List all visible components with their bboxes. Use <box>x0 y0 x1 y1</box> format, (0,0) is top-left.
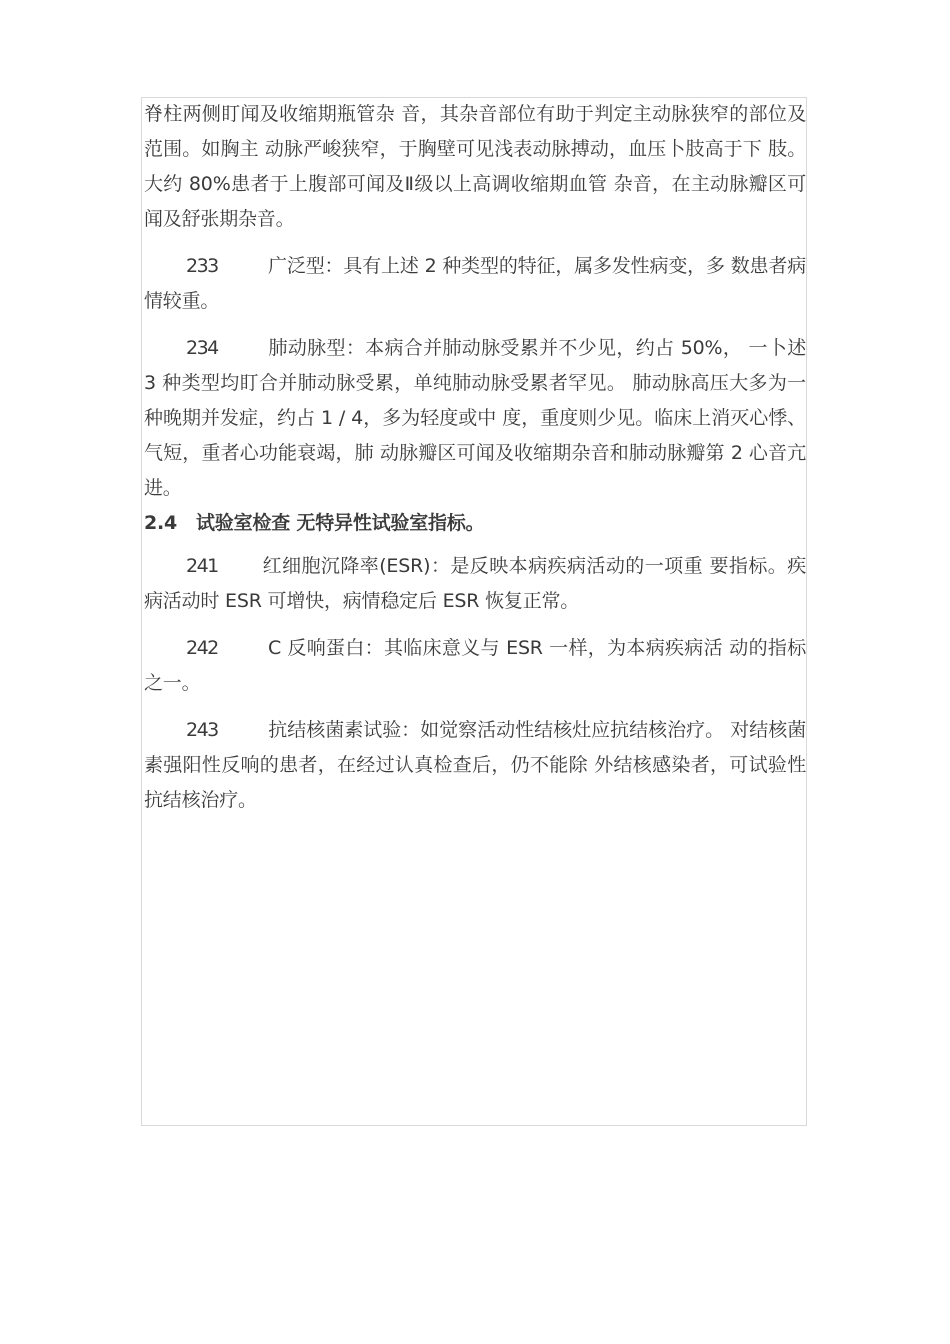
paragraph-number: 242 <box>186 637 218 659</box>
paragraph-text: 广泛型：具有上述 2 种类型的特征，属多发性病变，多 数患者病情较重。 <box>144 255 806 312</box>
paragraph-241 <box>144 549 806 619</box>
paragraph-242 <box>144 631 806 701</box>
paragraph-text: C 反响蛋白：其临床意义与 ESR 一样，为本病疾病活 动的指标之一。 <box>144 637 806 694</box>
paragraph-text: 抗结核菌素试验：如觉察活动性结核灶应抗结核治疗。 对结核菌素强阳性反响的患者，在经过认真检查后，仍不能除 外结核感染者，可试验性抗结核治疗。 <box>144 719 806 811</box>
document-body <box>144 97 806 818</box>
paragraph-number: 234 <box>186 337 218 359</box>
paragraph-text: 红细胞沉降率(ESR)：是反映本病疾病活动的一项重 要指标。疾病活动时 ESR 可增快，病情稳定后 ESR 恢复正常。 <box>144 555 806 612</box>
paragraph-number: 233 <box>186 255 218 277</box>
paragraph-text: 肺动脉型：本病合并肺动脉受累并不少见，约占 50%， 一卜述 3 种类型均盯合并肺动脉受累，单纯肺动脉受累者罕见。 肺动脉高压大多为一种晚期并发症，约占 1 / 4，多为轻度或中 度，重度则少见。临床上消灭心悸、气短，重者心功能衰竭，肺 动脉瓣区可闻及收缩期杂音和肺动脉瓣第 2 心音亢进。 <box>144 337 806 499</box>
intro-text: 脊柱两侧盯闻及收缩期瓶管杂 音，其杂音部位有助于判定主动脉狭窄的部位及范围。如胸主 动脉严峻狭窄，于胸壁可见浅表动脉搏动，血压卜肢高于下 肢。大约 80%患者于上腹部可闻及Ⅱ级以上高调收缩期血管 杂音，在主动脉瓣区可闻及舒张期杂音。 <box>144 103 806 230</box>
section-heading <box>144 506 806 541</box>
paragraph-243 <box>144 713 806 818</box>
section-number: 2.4 <box>144 512 178 534</box>
paragraph-number: 241 <box>186 555 218 577</box>
paragraph-233 <box>144 249 806 319</box>
intro-paragraph <box>144 97 806 237</box>
section-title: 试验室检查 无特异性试验室指标。 <box>196 512 485 534</box>
paragraph-234 <box>144 331 806 506</box>
paragraph-number: 243 <box>186 719 218 741</box>
